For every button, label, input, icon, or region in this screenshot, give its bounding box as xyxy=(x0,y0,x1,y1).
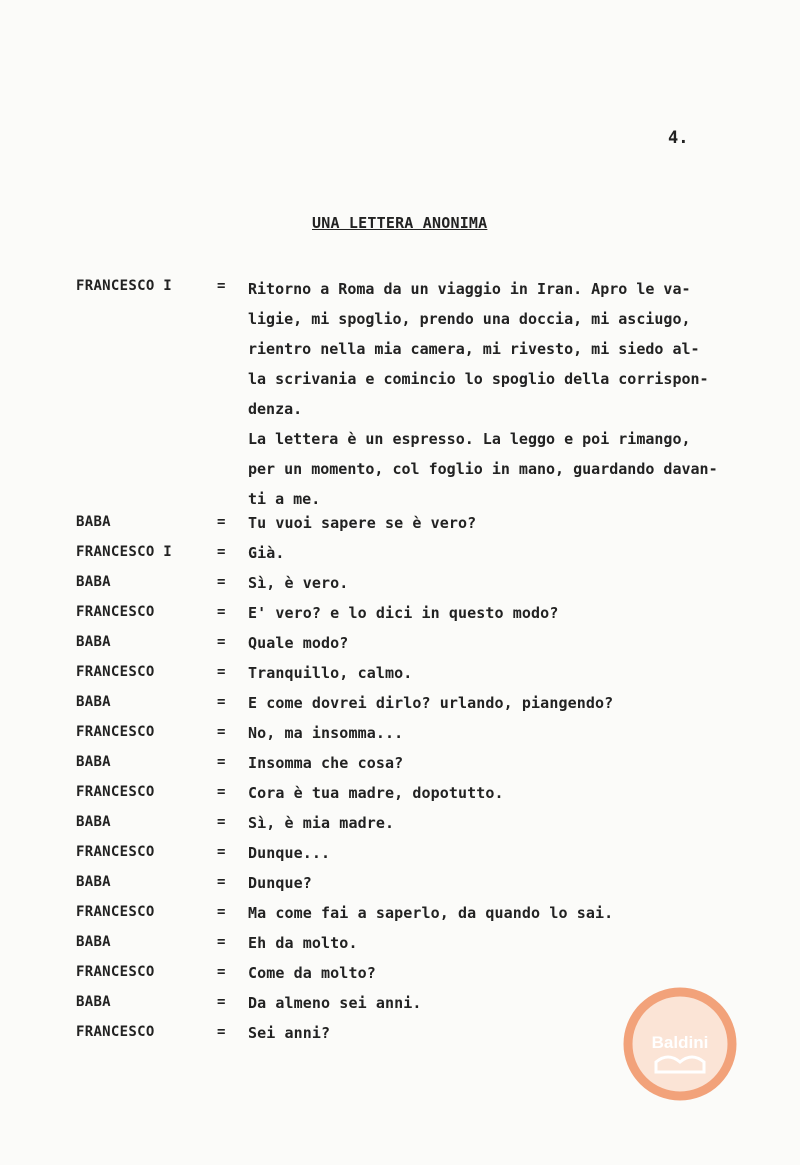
speech-line: ligie, mi spoglio, prendo una doccia, mi asciugo, xyxy=(248,310,691,328)
speech-line: rientro nella mia camera, mi rivesto, mi siedo al- xyxy=(248,340,700,358)
speaker-name: FRANCESCO xyxy=(76,724,155,740)
speech-line: per un momento, col foglio in mano, guardando davan- xyxy=(248,460,718,478)
separator: = xyxy=(217,278,226,294)
dialogue-line xyxy=(0,514,800,542)
dialogue-line xyxy=(0,934,800,962)
speaker-name: FRANCESCO xyxy=(76,964,155,980)
speaker-name: BABA xyxy=(76,994,111,1010)
speech-text xyxy=(248,278,768,518)
dialogue-line xyxy=(0,904,800,932)
speech-line: la scrivania e comincio lo spoglio della corrispon- xyxy=(248,370,709,388)
speaker-name: FRANCESCO xyxy=(76,784,155,800)
speaker-name: BABA xyxy=(76,634,111,650)
speaker-name: FRANCESCO I xyxy=(76,278,173,294)
separator: = xyxy=(217,964,226,980)
separator: = xyxy=(217,874,226,890)
dialogue-line xyxy=(0,814,800,842)
separator: = xyxy=(217,934,226,950)
dialogue-text: Ma come fai a saperlo, da quando lo sai. xyxy=(248,904,614,922)
dialogue-line xyxy=(0,724,800,752)
dialogue-line xyxy=(0,694,800,722)
dialogue-text: Dunque... xyxy=(248,844,331,862)
speech-line: La lettera è un espresso. La leggo e poi rimango, xyxy=(248,430,691,448)
library-stamp-logo xyxy=(622,986,738,1102)
speaker-name: FRANCESCO xyxy=(76,904,155,920)
dialogue-text: No, ma insomma... xyxy=(248,724,404,742)
dialogue-text: Insomma che cosa? xyxy=(248,754,404,772)
separator: = xyxy=(217,784,226,800)
separator: = xyxy=(217,904,226,920)
separator: = xyxy=(217,754,226,770)
speaker-name: BABA xyxy=(76,814,111,830)
speaker-name: BABA xyxy=(76,754,111,770)
dialogue-text: Dunque? xyxy=(248,874,312,892)
separator: = xyxy=(217,814,226,830)
dialogue-line xyxy=(0,874,800,902)
dialogue-line xyxy=(0,754,800,782)
stamp-text: Baldini xyxy=(651,1033,709,1052)
separator: = xyxy=(217,694,226,710)
page-number: 4. xyxy=(668,128,689,148)
separator: = xyxy=(217,724,226,740)
speaker-name: BABA xyxy=(76,514,111,530)
separator: = xyxy=(217,844,226,860)
speech-line: Ritorno a Roma da un viaggio in Iran. Apro le va- xyxy=(248,280,691,298)
dialogue-line xyxy=(0,574,800,602)
separator: = xyxy=(217,544,226,560)
speech-line: ti a me. xyxy=(248,490,321,508)
separator: = xyxy=(217,574,226,590)
speaker-name: BABA xyxy=(76,934,111,950)
opening-speech xyxy=(0,278,800,508)
speaker-name: FRANCESCO xyxy=(76,844,155,860)
separator: = xyxy=(217,994,226,1010)
dialogue-text: Sì, è vero. xyxy=(248,574,349,592)
dialogue-line xyxy=(0,784,800,812)
dialogue-text: Tranquillo, calmo. xyxy=(248,664,413,682)
dialogue-line xyxy=(0,664,800,692)
speaker-name: BABA xyxy=(76,874,111,890)
dialogue-line xyxy=(0,634,800,662)
separator: = xyxy=(217,1024,226,1040)
separator: = xyxy=(217,514,226,530)
dialogue-text: Tu vuoi sapere se è vero? xyxy=(248,514,477,532)
dialogue-text: Da almeno sei anni. xyxy=(248,994,422,1012)
scene-title: UNA LETTERA ANONIMA xyxy=(312,214,488,232)
dialogue-text: Come da molto? xyxy=(248,964,376,982)
dialogue-text: Quale modo? xyxy=(248,634,349,652)
speaker-name: FRANCESCO I xyxy=(76,544,173,560)
dialogue-text: Eh da molto. xyxy=(248,934,358,952)
separator: = xyxy=(217,664,226,680)
speaker-name: FRANCESCO xyxy=(76,664,155,680)
speaker-name: FRANCESCO xyxy=(76,604,155,620)
dialogue-text: Già. xyxy=(248,544,285,562)
dialogue-text: Cora è tua madre, dopotutto. xyxy=(248,784,504,802)
speaker-name: BABA xyxy=(76,574,111,590)
speaker-name: BABA xyxy=(76,694,111,710)
dialogue-line xyxy=(0,604,800,632)
dialogue-line xyxy=(0,844,800,872)
dialogue-line xyxy=(0,544,800,572)
dialogue-text: Sì, è mia madre. xyxy=(248,814,395,832)
dialogue-text: E' vero? e lo dici in questo modo? xyxy=(248,604,559,622)
separator: = xyxy=(217,634,226,650)
separator: = xyxy=(217,604,226,620)
speech-line: denza. xyxy=(248,400,303,418)
speaker-name: FRANCESCO xyxy=(76,1024,155,1040)
dialogue-text: E come dovrei dirlo? urlando, piangendo? xyxy=(248,694,614,712)
dialogue-text: Sei anni? xyxy=(248,1024,331,1042)
